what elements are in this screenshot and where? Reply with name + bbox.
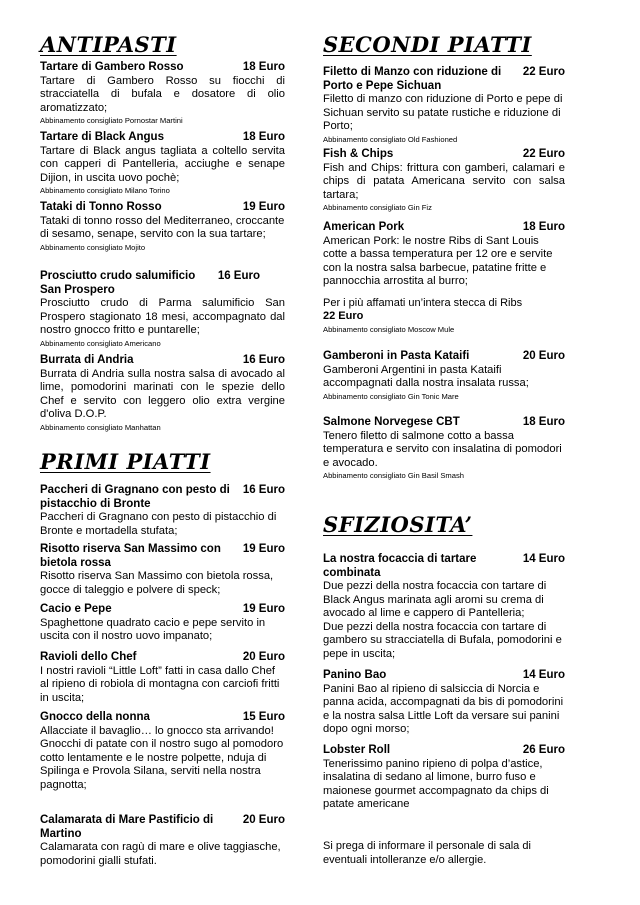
item-description: Allacciate il bavaglio… lo gnocco sta arrivando! Gnocchi di patate con il nostro sugo al pomodoro cotto lentamente e le nostre polpette, nduja di Spilinga e Provola Silana, serviti nella nostra pagnotta; xyxy=(40,724,284,791)
item-name: Paccheri di Gragnano con pesto di pistacchio di Bronte xyxy=(40,484,230,510)
item-price: 19 Euro xyxy=(242,543,285,555)
item-pairing: Abbinamento consigliato Milano Torino xyxy=(40,186,170,195)
item-price: 18 Euro xyxy=(522,416,565,428)
item-description: Tataki di tonno rosso del Mediterraneo, croccante di sesamo, senape, servito con la sua tartare; xyxy=(40,214,285,240)
item-description: I nostri ravioli “Little Loft” fatti in casa dallo Chef al ripieno di robiola di montagna con carciofi fritti in uscita; xyxy=(40,664,280,704)
menu-item xyxy=(323,744,565,812)
item-name: Lobster Roll xyxy=(323,744,391,756)
item-name: American Pork xyxy=(323,221,405,233)
menu-item xyxy=(323,66,565,145)
item-extra: Per i più affamati un’intera stecca di Ribs xyxy=(323,296,523,309)
menu-item xyxy=(323,221,565,335)
section-title-antipasti: ANTIPASTI xyxy=(40,32,177,57)
item-price: 19 Euro xyxy=(242,201,285,213)
menu-item xyxy=(323,669,565,737)
item-pairing: Abbinamento consigliato Old Fashioned xyxy=(323,134,458,144)
item-price: 22 Euro xyxy=(522,148,565,160)
item-pairing: Abbinamento consigliato Gin Tonic Mare xyxy=(323,391,459,401)
item-description: Gamberoni Argentini in pasta Kataifi accompagnati dalla nostra insalata russa; xyxy=(323,363,529,389)
item-pairing: Abbinamento consigliato Moscow Mule xyxy=(323,324,455,334)
item-name: Gnocco della nonna xyxy=(40,711,150,723)
item-description: Due pezzi della nostra focaccia con tartare di Black Angus marinata agli aromi su crema di avocado al lime e cappero di Pantelleria; Due pezzi della nostra focaccia con tartare di gambero su stracciatella di Bufala, pomodorini e pepe in uscita; xyxy=(323,580,562,660)
item-pairing: Abbinamento consigliato Gin Basil Smash xyxy=(323,471,464,480)
item-description: Tartare di Gambero Rosso su fiocchi di stracciatella di bufala e dosatore di olio aromatizzato; xyxy=(40,74,285,114)
menu-item xyxy=(40,270,285,349)
section-title-secondi: SECONDI PIATTI xyxy=(323,32,532,57)
item-description: Prosciutto crudo di Parma salumificio San Prospero stagionato 18 mesi, accompagnato dal nostro gnocco fritto e puntarelle; xyxy=(40,297,285,336)
item-pairing: Abbinamento consigliato Manhattan xyxy=(40,422,161,432)
item-description: Filetto di manzo con riduzione di Porto e pepe di Sichuan servito su patate rustiche e riduzione di Porto; xyxy=(323,93,563,132)
item-name: Prosciutto crudo salumificio San Prospero xyxy=(40,270,196,296)
item-name: Salmone Norvegese CBT xyxy=(323,416,460,428)
item-name: La nostra focaccia di tartare combinata xyxy=(323,553,477,579)
item-description: Calamarata con ragù di mare e olive taggiasche, pomodorini gialli stufati. xyxy=(40,841,281,867)
menu-item xyxy=(40,484,285,538)
item-extra-price: 22 Euro xyxy=(323,310,364,322)
item-name: Panino Bao xyxy=(323,669,387,681)
item-name: Risotto riserva San Massimo con bietola rossa xyxy=(40,543,221,569)
item-price: 16 Euro xyxy=(217,270,260,282)
item-price: 19 Euro xyxy=(242,603,285,615)
item-price: 18 Euro xyxy=(242,61,285,73)
menu-item xyxy=(323,553,565,661)
menu-item xyxy=(40,543,285,597)
item-description: Tenerissimo panino ripieno di polpa d’astice, insalatina di sedano al limone, burro fuso e maionese gourmet accompagnato da chips di patate americane xyxy=(323,757,549,810)
item-price: 26 Euro xyxy=(522,744,565,756)
section-title-primi: PRIMI PIATTI xyxy=(40,449,211,474)
menu-item xyxy=(40,711,285,792)
item-description: Burrata di Andria sulla nostra salsa di avocado al lime, pomodorini marinati con le spezie dello Chef e servito con leggero olio extra vergine d'oliva D.O.P. xyxy=(40,367,285,420)
item-name: Calamarata di Mare Pastificio di Martino xyxy=(40,814,214,840)
item-description: Paccheri di Gragnano con pesto di pistacchio di Bronte e mortadella stufata; xyxy=(40,511,277,537)
item-name: Cacio e Pepe xyxy=(40,603,112,615)
menu-item xyxy=(40,651,285,705)
item-description: Panini Bao al ripieno di salsiccia di Norcia e panna acida, accompagnati da bis di pomodorini e la nostra salsa Little Loft da versare sui panini dopo ogni morso; xyxy=(323,682,564,735)
item-name: Gamberoni in Pasta Kataifi xyxy=(323,350,470,362)
section-title-sfiziosita: SFIZIOSITA’ xyxy=(323,512,473,537)
item-pairing: Abbinamento consigliato Pornostar Martini xyxy=(40,116,183,125)
menu-item xyxy=(323,416,565,481)
menu-item xyxy=(40,354,285,433)
item-pairing: Abbinamento consigliato Mojito xyxy=(40,242,146,252)
item-description: Fish and Chips: frittura con gamberi, calamari e chips di patata Americana servito con salsa tartara; xyxy=(323,161,565,201)
item-price: 16 Euro xyxy=(242,354,285,366)
menu-item xyxy=(323,148,565,213)
item-description: Tenero filetto di salmone cotto a bassa temperatura e servito con insalatina di pomodori e avocado. xyxy=(323,429,562,469)
menu-item xyxy=(40,603,285,644)
menu-item xyxy=(40,814,285,868)
item-price: 14 Euro xyxy=(522,553,565,565)
item-price: 18 Euro xyxy=(522,221,565,233)
item-price: 15 Euro xyxy=(242,711,285,723)
item-price: 14 Euro xyxy=(522,669,565,681)
item-price: 20 Euro xyxy=(522,350,565,362)
item-price: 18 Euro xyxy=(242,131,285,143)
item-pairing: Abbinamento consigliato Gin Fiz xyxy=(323,203,432,212)
item-price: 16 Euro xyxy=(242,484,285,496)
menu-item xyxy=(323,350,565,402)
menu-item xyxy=(40,131,285,196)
item-name: Filetto di Manzo con riduzione di Porto e Pepe Sichuan xyxy=(323,66,502,92)
item-description: American Pork: le nostre Ribs di Sant Louis cotte a bassa temperatura per 12 ore e servite con la nostra salsa barbecue, patatine fritte e pannocchia arrostita al burro; xyxy=(323,234,553,287)
menu-item xyxy=(40,61,285,126)
item-name: Burrata di Andria xyxy=(40,354,134,366)
item-price: 20 Euro xyxy=(242,651,285,663)
item-price: 22 Euro xyxy=(522,66,565,78)
item-pairing: Abbinamento consigliato Americano xyxy=(40,338,161,348)
item-name: Tartare di Black Angus xyxy=(40,131,164,143)
item-price: 20 Euro xyxy=(242,814,285,826)
item-name: Tataki di Tonno Rosso xyxy=(40,201,162,213)
item-description: Spaghettone quadrato cacio e pepe servito in uscita con il nostro uovo impanato; xyxy=(40,616,266,642)
menu-item xyxy=(40,201,285,253)
item-name: Tartare di Gambero Rosso xyxy=(40,61,184,73)
item-name: Ravioli dello Chef xyxy=(40,651,137,663)
item-description: Tartare di Black angus tagliata a coltello servita con capperi di Pantelleria, acciughe e senape Dijion, in uscita uovo pochè; xyxy=(40,144,285,184)
item-name: Fish & Chips xyxy=(323,148,394,160)
allergy-note: Si prega di informare il personale di sala di eventuali intolleranze e/o allergie. xyxy=(323,840,531,866)
item-description: Risotto riserva San Massimo con bietola rossa, gocce di taleggio e polvere di speck; xyxy=(40,570,274,596)
